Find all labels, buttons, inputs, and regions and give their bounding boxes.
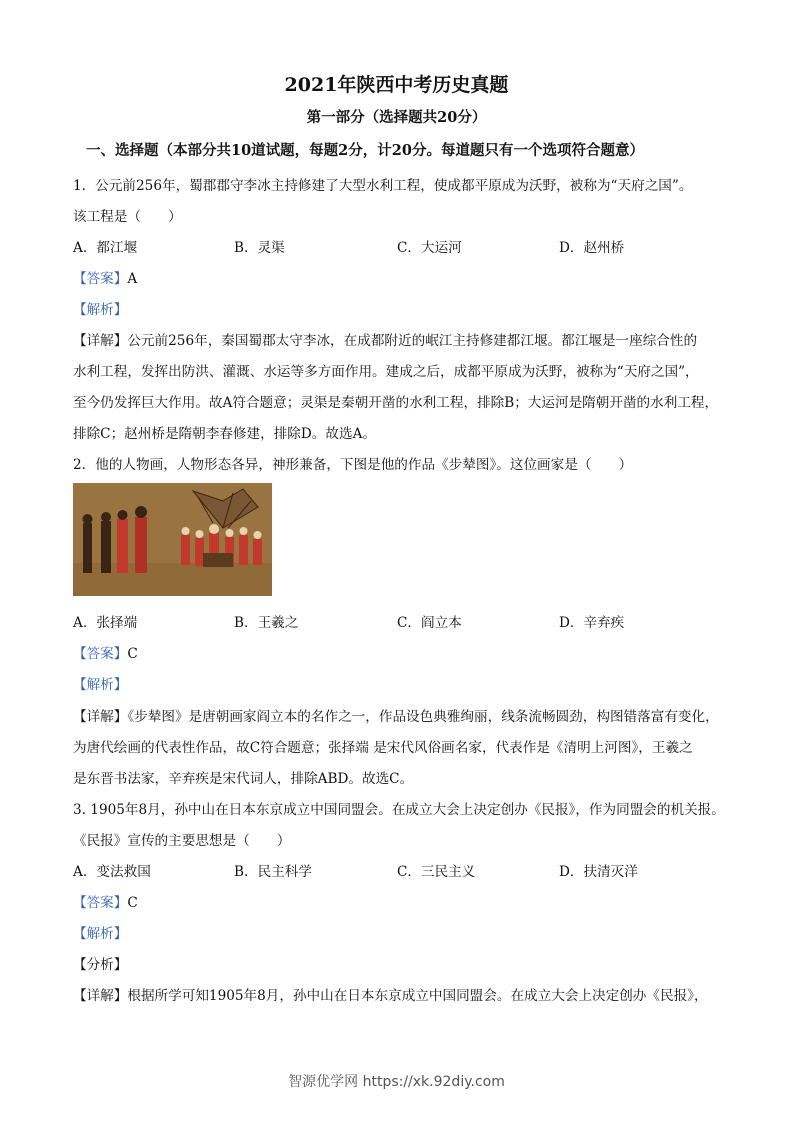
q3-answer-value: C [127, 895, 138, 911]
detail-tag: 【详解】 [73, 988, 128, 1004]
q3-fenxi-tag: 【分析】 [73, 957, 128, 973]
q1-option-a: A．都江堰 [73, 240, 138, 256]
bunian-painting-image [73, 483, 272, 596]
q2-answer [73, 642, 138, 662]
q3-options [73, 860, 723, 880]
q2-detail-line2: 为唐代绘画的代表性作品，故C符合题意；张择端 是宋代风俗画名家，代表作是《清明上河图》，王羲之 [73, 740, 693, 756]
q1-stem-line1: 1．公元前256年，蜀郡郡守李冰主持修建了大型水利工程，使成都平原成为沃野，被称为“天府之国”。 [73, 178, 693, 194]
detail-tag: 【详解】 [73, 333, 128, 349]
q1-answer-value: A [127, 271, 138, 287]
q2-option-d: D．辛弃疾 [559, 615, 625, 631]
q1-detail-text1: 公元前256年，秦国蜀郡太守李冰，在成都附近的岷江主持修建都江堰。都江堰是一座综合性的 [127, 333, 698, 349]
q3-detail-line1 [73, 984, 708, 1004]
q3-option-b: B．民主科学 [234, 864, 312, 880]
q3-stem-line2: 《民报》宣传的主要思想是（ ） [73, 833, 291, 849]
section-heading: 一、选择题（本部分共10道试题，每题2分，计20分。每道题只有一个选项符合题意） [86, 142, 644, 159]
detail-tag: 【详解】 [73, 709, 128, 725]
page-title: 2021年陕西中考历史真题 [284, 74, 509, 96]
answer-tag: 【答案】 [73, 895, 128, 911]
q3-detail-text1: 根据所学可知1905年8月，孙中山在日本东京成立中国同盟会。在成立大会上决定创办《民报》， [127, 988, 708, 1004]
q2-answer-value: C [127, 646, 138, 662]
painting-illustration [73, 483, 272, 596]
q1-detail-line1 [73, 329, 697, 349]
q2-option-c: C．阎立本 [397, 615, 462, 631]
q1-option-b: B．灵渠 [234, 240, 285, 256]
q1-analysis-tag: 【解析】 [73, 302, 128, 318]
q2-analysis-tag: 【解析】 [73, 677, 128, 693]
q3-analysis-tag: 【解析】 [73, 926, 128, 942]
q3-answer [73, 891, 138, 911]
q2-option-a: A．张择端 [73, 615, 138, 631]
q2-stem-line1: 2．他的人物画，人物形态各异，神形兼备，下图是他的作品《步辇图》。这位画家是（ ） [73, 457, 633, 473]
q3-option-c: C．三民主义 [397, 864, 476, 880]
q2-detail-line1 [73, 705, 719, 725]
q3-stem-line1: 3. 1905年8月，孙中山在日本东京成立中国同盟会。在成立大会上决定创办《民报》，作为同盟会的机关报。 [73, 802, 725, 818]
q3-option-a: A．变法救国 [73, 864, 151, 880]
answer-tag: 【答案】 [73, 646, 128, 662]
q2-detail-line3: 是东晋书法家，辛弃疾是宋代词人，排除ABD。故选C。 [73, 771, 414, 787]
q1-stem-line2: 该工程是（ ） [73, 209, 182, 225]
q1-option-d: D．赵州桥 [559, 240, 625, 256]
q1-options [73, 236, 723, 256]
q1-option-c: C．大运河 [397, 240, 462, 256]
q1-detail-line2: 水利工程，发挥出防洪、灌溉、水运等多方面作用。建成之后，成都平原成为沃野，被称为“天府之国”， [73, 364, 699, 380]
footer-watermark: 智源优学网 https://xk.92diy.com [288, 1074, 505, 1090]
q3-option-d: D．扶清灭洋 [559, 864, 638, 880]
part-subtitle: 第一部分（选择题共20分） [306, 109, 487, 126]
q1-answer [73, 267, 137, 287]
answer-tag: 【答案】 [73, 271, 128, 287]
q2-option-b: B．王羲之 [234, 615, 299, 631]
q2-detail-text1: 《步辇图》是唐朝画家阎立本的名作之一，作品设色典雅绚丽，线条流畅圆劲，构图错落富有变化， [127, 709, 719, 725]
q1-detail-line4: 排除C；赵州桥是隋朝李春修建，排除D。故选A。 [73, 426, 376, 442]
q2-options [73, 611, 723, 631]
q1-detail-line3: 至今仍发挥巨大作用。故A符合题意；灵渠是秦朝开凿的水利工程，排除B；大运河是隋朝开凿的水利工程， [73, 395, 719, 411]
